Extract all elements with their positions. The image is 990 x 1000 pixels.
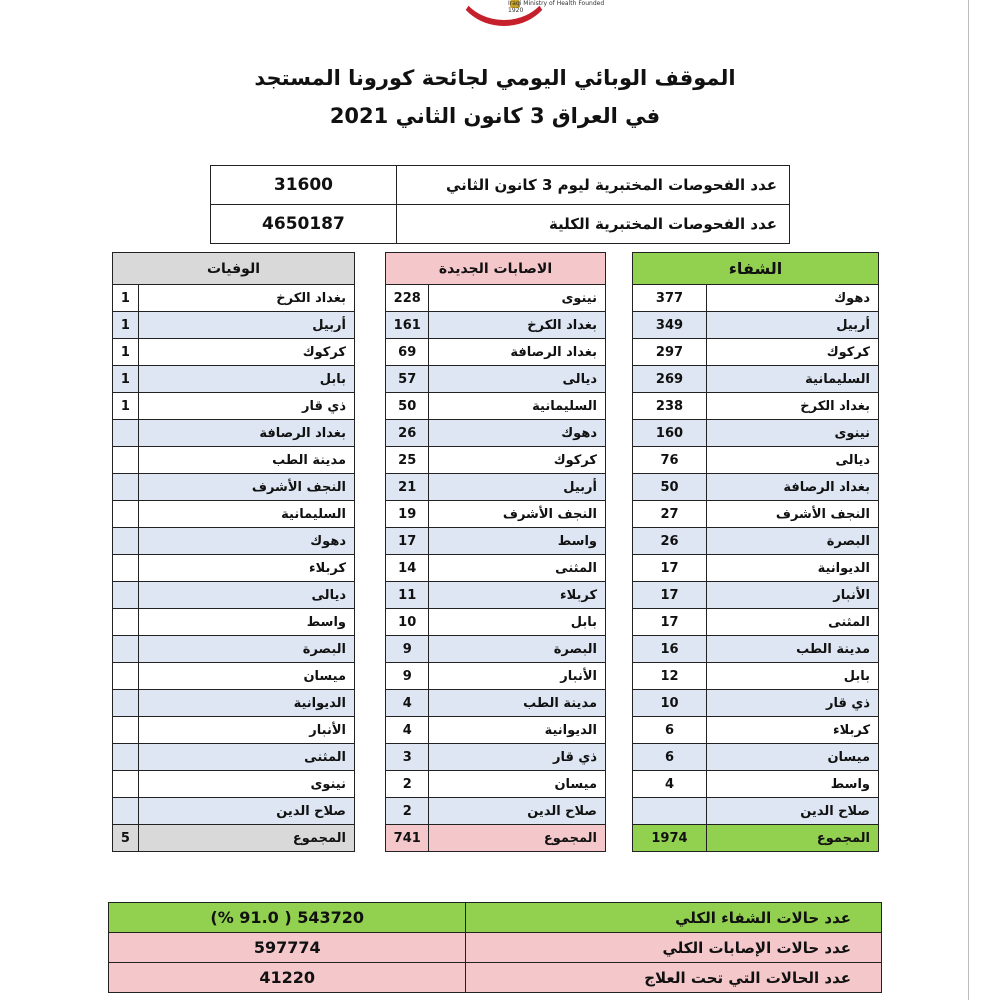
cases-count: 4 <box>386 717 429 744</box>
summary-value: 41220 <box>109 963 466 993</box>
cases-count: 2 <box>386 798 429 825</box>
cases-row <box>386 312 606 339</box>
lab-tests-table <box>210 165 790 244</box>
deaths-count: 1 <box>113 285 139 312</box>
recoveries-row <box>633 393 879 420</box>
cases-governorate: ذي قار <box>429 744 606 771</box>
deaths-governorate: المثنى <box>138 744 354 771</box>
deaths-count <box>113 447 139 474</box>
recoveries-row <box>633 582 879 609</box>
recoveries-governorate: أربيل <box>706 312 878 339</box>
cases-count: 9 <box>386 663 429 690</box>
cases-count: 3 <box>386 744 429 771</box>
new-cases-table <box>385 252 606 852</box>
cases-row <box>386 798 606 825</box>
cases-row <box>386 636 606 663</box>
deaths-total-row <box>113 825 355 852</box>
cases-row <box>386 420 606 447</box>
recoveries-count: 27 <box>633 501 707 528</box>
cases-governorate: الأنبار <box>429 663 606 690</box>
deaths-header-row <box>113 253 355 285</box>
deaths-governorate: ذي قار <box>138 393 354 420</box>
recoveries-governorate: البصرة <box>706 528 878 555</box>
recoveries-count: 16 <box>633 636 707 663</box>
deaths-count: 1 <box>113 393 139 420</box>
recoveries-count: 6 <box>633 717 707 744</box>
deaths-count: 1 <box>113 366 139 393</box>
cases-row <box>386 609 606 636</box>
recoveries-count: 6 <box>633 744 707 771</box>
recoveries-count: 297 <box>633 339 707 366</box>
total-tests-value: 4650187 <box>211 205 397 244</box>
summary-row <box>109 903 882 933</box>
recoveries-row <box>633 366 879 393</box>
deaths-row <box>113 420 355 447</box>
recoveries-governorate: نينوى <box>706 420 878 447</box>
deaths-count <box>113 663 139 690</box>
cases-governorate: صلاح الدين <box>429 798 606 825</box>
deaths-governorate: بابل <box>138 366 354 393</box>
cases-row <box>386 771 606 798</box>
deaths-governorate: نينوى <box>138 771 354 798</box>
cases-row <box>386 393 606 420</box>
deaths-count: 1 <box>113 312 139 339</box>
deaths-governorate: البصرة <box>138 636 354 663</box>
recoveries-count: 17 <box>633 609 707 636</box>
recoveries-row <box>633 636 879 663</box>
cases-count: 11 <box>386 582 429 609</box>
deaths-total-label: المجموع <box>138 825 354 852</box>
deaths-count <box>113 474 139 501</box>
cases-count: 228 <box>386 285 429 312</box>
recoveries-row <box>633 339 879 366</box>
deaths-row <box>113 636 355 663</box>
recoveries-header-row <box>633 253 879 285</box>
recoveries-governorate: المثنى <box>706 609 878 636</box>
cases-row <box>386 339 606 366</box>
recoveries-row <box>633 420 879 447</box>
deaths-row <box>113 609 355 636</box>
recoveries-row <box>633 501 879 528</box>
recoveries-row <box>633 663 879 690</box>
recoveries-count: 4 <box>633 771 707 798</box>
cases-count: 25 <box>386 447 429 474</box>
deaths-row <box>113 474 355 501</box>
recoveries-row <box>633 555 879 582</box>
cases-row <box>386 717 606 744</box>
summary-value: 543720 ( 91.0 %) <box>109 903 466 933</box>
recoveries-row <box>633 447 879 474</box>
deaths-row <box>113 744 355 771</box>
cases-governorate: الديوانية <box>429 717 606 744</box>
deaths-count <box>113 798 139 825</box>
summary-table <box>108 902 882 993</box>
deaths-count <box>113 717 139 744</box>
recoveries-governorate: الديوانية <box>706 555 878 582</box>
cases-total-label: المجموع <box>429 825 606 852</box>
deaths-row <box>113 366 355 393</box>
cases-row <box>386 663 606 690</box>
recoveries-governorate: صلاح الدين <box>706 798 878 825</box>
deaths-governorate: أربيل <box>138 312 354 339</box>
recoveries-governorate: السليمانية <box>706 366 878 393</box>
deaths-governorate: ديالى <box>138 582 354 609</box>
summary-row <box>109 963 882 993</box>
recoveries-count: 12 <box>633 663 707 690</box>
cases-count: 161 <box>386 312 429 339</box>
deaths-count <box>113 420 139 447</box>
deaths-row <box>113 717 355 744</box>
cases-row <box>386 528 606 555</box>
cases-total-row <box>386 825 606 852</box>
report-date: في العراق 3 كانون الثاني 2021 <box>329 104 661 128</box>
deaths-header: الوفيات <box>113 253 355 285</box>
recoveries-count: 17 <box>633 555 707 582</box>
recoveries-count: 269 <box>633 366 707 393</box>
cases-row <box>386 690 606 717</box>
recoveries-total-row <box>633 825 879 852</box>
recoveries-row <box>633 474 879 501</box>
summary-row <box>109 933 882 963</box>
recoveries-count: 50 <box>633 474 707 501</box>
recoveries-count <box>633 798 707 825</box>
cases-count: 21 <box>386 474 429 501</box>
recoveries-governorate: بابل <box>706 663 878 690</box>
recoveries-count: 17 <box>633 582 707 609</box>
page-edge <box>968 0 969 1000</box>
recoveries-row <box>633 690 879 717</box>
deaths-row <box>113 312 355 339</box>
recoveries-row <box>633 717 879 744</box>
cases-row <box>386 582 606 609</box>
cases-governorate: أربيل <box>429 474 606 501</box>
logo-caption: Iraqi Ministry of Health Founded 1920 <box>508 0 605 14</box>
cases-row <box>386 501 606 528</box>
daily-tests-label: عدد الفحوصات المختبرية ليوم 3 كانون الثاني <box>396 166 789 205</box>
deaths-count <box>113 690 139 717</box>
recoveries-row <box>633 285 879 312</box>
summary-label: عدد حالات الشفاء الكلي <box>466 903 882 933</box>
cases-header-row <box>386 253 606 285</box>
deaths-count <box>113 636 139 663</box>
cases-count: 9 <box>386 636 429 663</box>
deaths-governorate: كربلاء <box>138 555 354 582</box>
deaths-governorate: بغداد الرصافة <box>138 420 354 447</box>
total-tests-row <box>211 205 790 244</box>
summary-label: عدد الحالات التي تحت العلاج <box>466 963 882 993</box>
recoveries-row <box>633 312 879 339</box>
cases-header: الاصابات الجديدة <box>386 253 606 285</box>
cases-count: 4 <box>386 690 429 717</box>
deaths-governorate: الأنبار <box>138 717 354 744</box>
deaths-governorate: صلاح الدين <box>138 798 354 825</box>
deaths-row <box>113 798 355 825</box>
cases-row <box>386 366 606 393</box>
cases-governorate: مدينة الطب <box>429 690 606 717</box>
deaths-row <box>113 771 355 798</box>
cases-count: 19 <box>386 501 429 528</box>
recoveries-governorate: النجف الأشرف <box>706 501 878 528</box>
deaths-row <box>113 555 355 582</box>
recoveries-count: 26 <box>633 528 707 555</box>
cases-governorate: بغداد الكرخ <box>429 312 606 339</box>
cases-governorate: المثنى <box>429 555 606 582</box>
cases-governorate: البصرة <box>429 636 606 663</box>
cases-count: 50 <box>386 393 429 420</box>
recoveries-governorate: ديالى <box>706 447 878 474</box>
deaths-row <box>113 447 355 474</box>
cases-governorate: بغداد الرصافة <box>429 339 606 366</box>
deaths-count <box>113 582 139 609</box>
recoveries-row <box>633 744 879 771</box>
recoveries-total-label: المجموع <box>706 825 878 852</box>
cases-count: 26 <box>386 420 429 447</box>
deaths-row <box>113 528 355 555</box>
cases-total-value: 741 <box>386 825 429 852</box>
deaths-count <box>113 609 139 636</box>
cases-governorate: كربلاء <box>429 582 606 609</box>
deaths-governorate: ميسان <box>138 663 354 690</box>
recoveries-count: 10 <box>633 690 707 717</box>
recoveries-governorate: بغداد الرصافة <box>706 474 878 501</box>
recoveries-count: 160 <box>633 420 707 447</box>
cases-count: 17 <box>386 528 429 555</box>
recoveries-governorate: مدينة الطب <box>706 636 878 663</box>
recoveries-governorate: كربلاء <box>706 717 878 744</box>
total-tests-label: عدد الفحوصات المختبرية الكلية <box>396 205 789 244</box>
cases-governorate: ديالى <box>429 366 606 393</box>
deaths-governorate: السليمانية <box>138 501 354 528</box>
deaths-count <box>113 744 139 771</box>
recoveries-governorate: ذي قار <box>706 690 878 717</box>
deaths-governorate: مدينة الطب <box>138 447 354 474</box>
recoveries-count: 76 <box>633 447 707 474</box>
recoveries-row <box>633 798 879 825</box>
recoveries-governorate: الأنبار <box>706 582 878 609</box>
deaths-count: 1 <box>113 339 139 366</box>
deaths-governorate: واسط <box>138 609 354 636</box>
recoveries-row <box>633 609 879 636</box>
deaths-table <box>112 252 355 852</box>
recoveries-governorate: بغداد الكرخ <box>706 393 878 420</box>
deaths-row <box>113 501 355 528</box>
deaths-governorate: بغداد الكرخ <box>138 285 354 312</box>
report-title: الموقف الوبائي اليومي لجائحة كورونا المستجد <box>254 66 736 90</box>
deaths-governorate: النجف الأشرف <box>138 474 354 501</box>
deaths-row <box>113 663 355 690</box>
cases-count: 10 <box>386 609 429 636</box>
cases-row <box>386 744 606 771</box>
cases-count: 2 <box>386 771 429 798</box>
cases-row <box>386 474 606 501</box>
cases-governorate: نينوى <box>429 285 606 312</box>
deaths-governorate: كركوك <box>138 339 354 366</box>
cases-governorate: كركوك <box>429 447 606 474</box>
cases-row <box>386 447 606 474</box>
deaths-row <box>113 690 355 717</box>
cases-row <box>386 555 606 582</box>
daily-tests-value: 31600 <box>211 166 397 205</box>
recoveries-total-value: 1974 <box>633 825 707 852</box>
recoveries-governorate: ميسان <box>706 744 878 771</box>
deaths-row <box>113 582 355 609</box>
deaths-row <box>113 285 355 312</box>
deaths-row <box>113 339 355 366</box>
cases-governorate: دهوك <box>429 420 606 447</box>
deaths-total-value: 5 <box>113 825 139 852</box>
recoveries-governorate: دهوك <box>706 285 878 312</box>
daily-tests-row <box>211 166 790 205</box>
cases-count: 57 <box>386 366 429 393</box>
summary-label: عدد حالات الإصابات الكلي <box>466 933 882 963</box>
cases-governorate: النجف الأشرف <box>429 501 606 528</box>
deaths-count <box>113 555 139 582</box>
cases-governorate: السليمانية <box>429 393 606 420</box>
recoveries-row <box>633 771 879 798</box>
deaths-governorate: الديوانية <box>138 690 354 717</box>
cases-governorate: واسط <box>429 528 606 555</box>
cases-row <box>386 285 606 312</box>
recoveries-count: 377 <box>633 285 707 312</box>
recoveries-count: 238 <box>633 393 707 420</box>
cases-governorate: ميسان <box>429 771 606 798</box>
deaths-count <box>113 771 139 798</box>
recoveries-count: 349 <box>633 312 707 339</box>
cases-count: 69 <box>386 339 429 366</box>
recoveries-table <box>632 252 879 852</box>
summary-value: 597774 <box>109 933 466 963</box>
recoveries-governorate: كركوك <box>706 339 878 366</box>
deaths-count <box>113 501 139 528</box>
recoveries-governorate: واسط <box>706 771 878 798</box>
recoveries-row <box>633 528 879 555</box>
cases-governorate: بابل <box>429 609 606 636</box>
deaths-count <box>113 528 139 555</box>
deaths-row <box>113 393 355 420</box>
cases-count: 14 <box>386 555 429 582</box>
recoveries-header: الشفاء <box>633 253 879 285</box>
deaths-governorate: دهوك <box>138 528 354 555</box>
